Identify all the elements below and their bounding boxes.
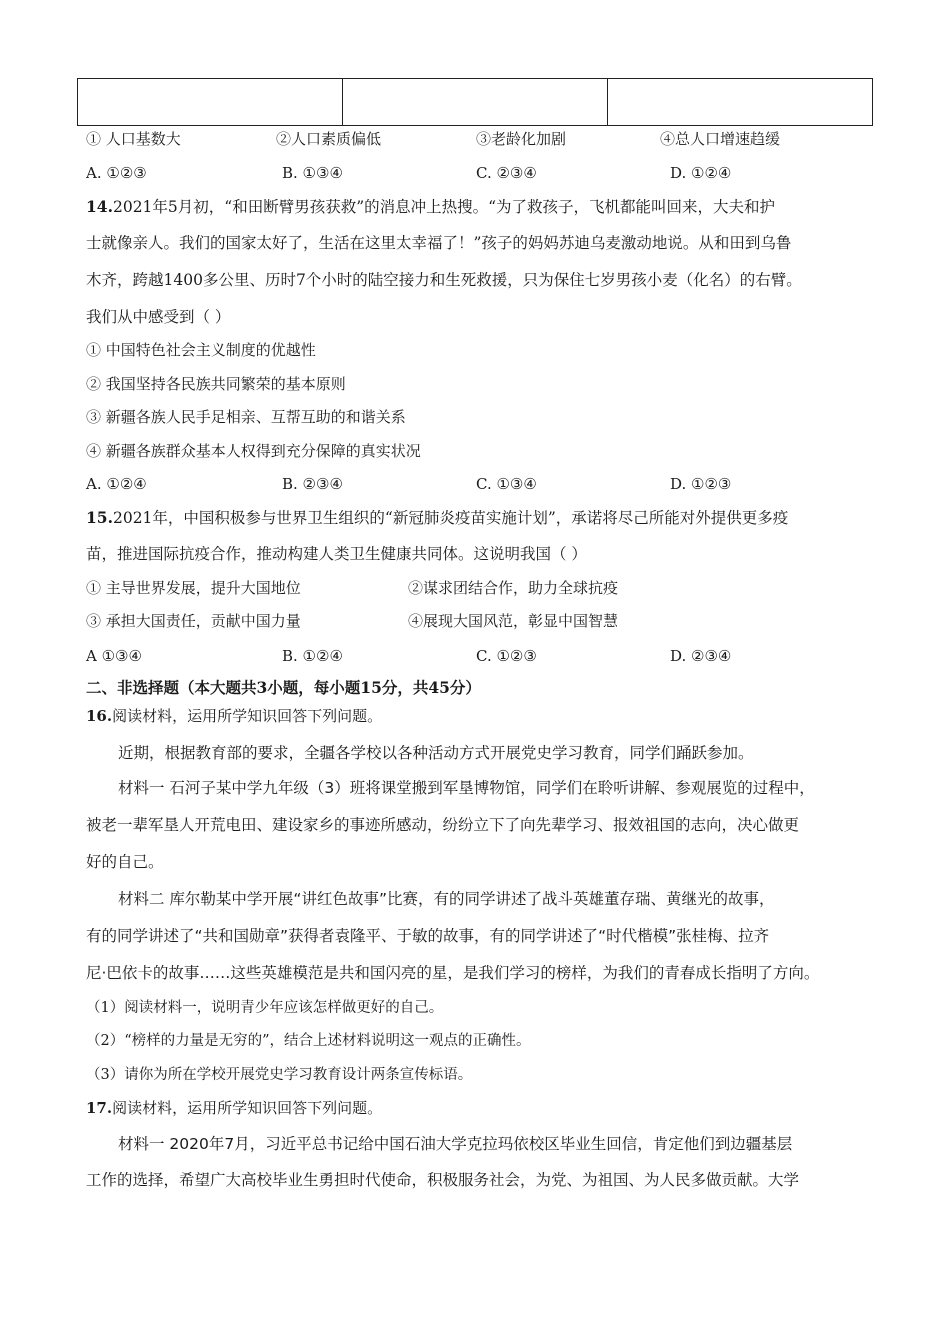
q14-choice-a: A. ①②④ bbox=[86, 475, 147, 493]
q15-choice-d: D. ②③④ bbox=[670, 647, 732, 665]
q14-text: 2021年5月初，“和田断臂男孩获救”的消息冲上热搜。“为了救孩子，飞机都能叫回来，大夫和护 bbox=[112, 198, 776, 216]
q15-statement-4: ④展现大国风范，彰显中国智慧 bbox=[408, 612, 619, 630]
q15-line-2: 苗，推进国际抗疫合作，推动构建人类卫生健康共同体。这说明我国（ ） bbox=[86, 545, 587, 563]
q16-material1-line-1: 材料一 石河子某中学九年级（3）班将课堂搬到军垦博物馆，同学们在聆听讲解、参观展览的过程中， bbox=[118, 779, 815, 797]
question-number: 14. bbox=[86, 197, 113, 216]
q16-material2-line-2: 有的同学讲述了“共和国勋章”获得者袁隆平、于敏的故事，有的同学讲述了“时代楷模”张桂梅、拉齐 bbox=[86, 927, 770, 945]
question-number: 17. bbox=[86, 1099, 113, 1117]
q17-prompt bbox=[86, 1098, 382, 1118]
q15-text: 2021年，中国积极参与世界卫生组织的“新冠肺炎疫苗实施计划”，承诺将尽己所能对外提供更多疫 bbox=[112, 509, 789, 527]
q14-line-1 bbox=[86, 197, 775, 217]
q14-line-2: 士就像亲人。我们的国家太好了，生活在这里太幸福了！”孩子的妈妈苏迪乌麦激动地说。从和田到乌鲁 bbox=[86, 234, 792, 252]
q16-subquestion-1: （1）阅读材料一，说明青少年应该怎样做更好的自己。 bbox=[86, 1000, 444, 1016]
q14-statement-2: ② 我国坚持各民族共同繁荣的基本原则 bbox=[86, 375, 346, 393]
question-number: 15. bbox=[86, 508, 113, 527]
section-heading: 二、非选择题（本大题共3小题，每小题15分，共45分） bbox=[86, 678, 481, 697]
q15-statement-3: ③ 承担大国责任，贡献中国力量 bbox=[86, 612, 301, 630]
q16-material1-line-2: 被老一辈军垦人开荒电田、建设家乡的事迹所感动，纷纷立下了向先辈学习、报效祖国的志向，决心做更 bbox=[86, 816, 800, 834]
q16-prompt-text: 阅读材料，运用所学知识回答下列问题。 bbox=[112, 707, 383, 725]
q14-choice-c: C. ①③④ bbox=[476, 475, 537, 493]
q14-line-3: 木齐，跨越1400多公里、历时7个小时的陆空接力和生死救援，只为保住七岁男孩小麦（化名）的右臂。 bbox=[86, 271, 802, 289]
q17-material1-line-2: 工作的选择，希望广大高校毕业生勇担时代使命，积极服务社会，为党、为祖国、为人民多做贡献。大学 bbox=[86, 1171, 800, 1189]
q13-option-4: ④总人口增速趋缓 bbox=[660, 130, 781, 148]
q16-subquestion-2: （2）“榜样的力量是无穷的”，结合上述材料说明这一观点的正确性。 bbox=[86, 1033, 531, 1049]
q16-subquestion-3: （3）请你为所在学校开展党史学习教育设计两条宣传标语。 bbox=[86, 1067, 473, 1083]
q16-material1-line-3: 好的自己。 bbox=[86, 853, 164, 871]
answer-table bbox=[77, 78, 873, 126]
q16-intro: 近期，根据教育部的要求，全疆各学校以各种活动方式开展党史学习教育，同学们踊跃参加。 bbox=[118, 744, 754, 762]
q17-material1-line-1: 材料一 2020年7月，习近平总书记给中国石油大学克拉玛依校区毕业生回信，肯定他们到边疆基层 bbox=[118, 1135, 793, 1153]
q14-statement-1: ① 中国特色社会主义制度的优越性 bbox=[86, 341, 316, 359]
q16-prompt bbox=[86, 706, 382, 726]
q16-material2-line-1: 材料二 库尔勒某中学开展“讲红色故事”比赛，有的同学讲述了战斗英雄董存瑞、黄继光的故事， bbox=[118, 890, 775, 908]
q15-choice-a: A ①③④ bbox=[86, 647, 142, 665]
q14-choice-d: D. ①②③ bbox=[670, 475, 732, 493]
q13-choice-b: B. ①③④ bbox=[282, 164, 343, 182]
q15-statement-2: ②谋求团结合作，助力全球抗疫 bbox=[408, 579, 619, 597]
q15-choice-c: C. ①②③ bbox=[476, 647, 537, 665]
table-cell bbox=[343, 79, 608, 126]
q13-choice-a: A. ①②③ bbox=[86, 164, 147, 182]
q15-line-1 bbox=[86, 508, 788, 528]
q14-choice-b: B. ②③④ bbox=[282, 475, 343, 493]
table-cell bbox=[608, 79, 873, 126]
q13-option-3: ③老龄化加剧 bbox=[476, 130, 567, 148]
q13-option-1: ① 人口基数大 bbox=[86, 130, 181, 148]
q14-line-4: 我们从中感受到（ ） bbox=[86, 308, 231, 326]
table-cell bbox=[78, 79, 343, 126]
q14-statement-4: ④ 新疆各族群众基本人权得到充分保障的真实状况 bbox=[86, 442, 421, 460]
q17-prompt-text: 阅读材料，运用所学知识回答下列问题。 bbox=[112, 1099, 383, 1117]
q15-statement-1: ① 主导世界发展，提升大国地位 bbox=[86, 579, 301, 597]
q15-choice-b: B. ①②④ bbox=[282, 647, 343, 665]
q13-choice-c: C. ②③④ bbox=[476, 164, 537, 182]
question-number: 16. bbox=[86, 707, 113, 725]
q13-option-2: ②人口素质偏低 bbox=[276, 130, 382, 148]
q14-statement-3: ③ 新疆各族人民手足相亲、互帮互助的和谐关系 bbox=[86, 408, 406, 426]
q16-material2-line-3: 尼·巴依卡的故事……这些英雄模范是共和国闪亮的星，是我们学习的榜样，为我们的青春成长指明了方向。 bbox=[86, 964, 820, 982]
q13-choice-d: D. ①②④ bbox=[670, 164, 732, 182]
